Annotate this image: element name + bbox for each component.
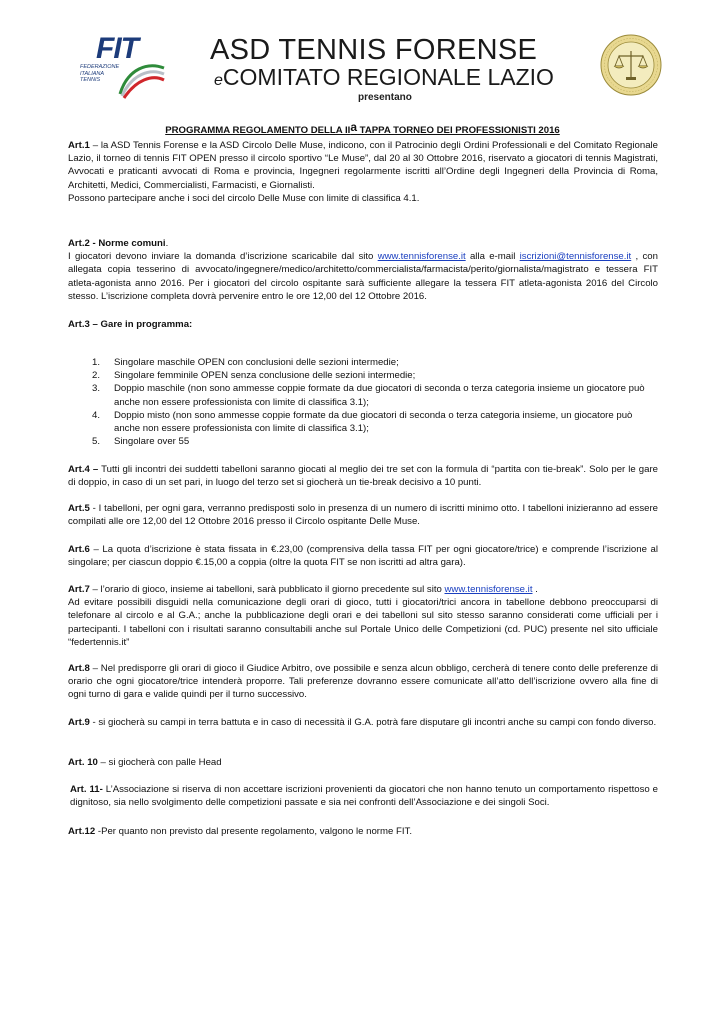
article-6 [68,543,658,569]
article-2 [68,237,658,303]
list-item-text: Doppio maschile (non sono ammesse coppie formate da due giocatori di seconda o terza categoria insieme un giocatore può anche non essere professionista con limite di classifica 3.1); [114,383,645,408]
article-9 [68,716,658,729]
art5-label: Art.5 [68,503,90,514]
article-7 [68,583,658,649]
art2-dot: . [165,238,169,249]
art6-text: – La quota d’iscrizione è stata fissata in €.23,00 (comprensiva della tassa FIT per ogni giocatore/trice) e comprende l’iscrizione al singolare; per ciascun doppio €.15,00 a coppia (oltre la quota FIT se non iscritti ad altra gara). [68,544,658,569]
list-item [92,356,656,369]
article-4 [68,463,658,489]
tennisforense-link[interactable]: www.tennisforense.it [377,251,466,263]
article-3 [68,318,658,331]
article-12 [68,825,658,838]
title-sup: a [350,120,358,134]
art6-label: Art.6 [68,544,90,555]
art2-text-a: I giocatori devono inviare la domanda d’iscrizione scaricabile dal sito [68,251,378,263]
title-after: TAPPA TORNEO DEI PROFESSIONISTI 2016 [357,125,560,136]
art4-label: Art.4 – [68,464,99,475]
list-item-number: 2. [92,370,101,382]
art2-text-b: alla e-mail [465,251,520,263]
header-subtitle-e: e [214,72,223,89]
article-8 [68,662,658,702]
article-1 [68,139,658,205]
iscrizioni-email-link[interactable]: iscrizioni@tennisforense.it [519,251,632,263]
document-title [0,120,725,136]
article-10 [68,756,658,769]
list-item-text: Doppio misto (non sono ammesse coppie formate da due giocatori di seconda o terza categoria insieme, un giocatore può anche non essere professionista con limite di classifica 3.1); [114,409,633,435]
fit-logo [78,30,170,100]
list-item [92,382,656,408]
list-item-number: 3. [92,383,101,395]
list-item-text: Singolare femminile OPEN senza conclusione delle sezioni intermedie; [114,370,416,382]
art4-text: Tutti gli incontri dei suddetti tabelloni saranno giocati al meglio dei tre set con la formula di “partita con tie-break”. Solo per le gare di doppio, in caso di un set pari, in luogo del terzo set si giocherà un tie-break decisivo a 10 punti. [68,464,659,489]
art1-label: Art.1 [68,140,90,151]
art7-text-b: . [532,584,538,595]
article-11 [70,783,658,809]
art7-text-a: – l’orario di gioco, insieme ai tabelloni, sarà pubblicato il giorno precedente sul sito [89,584,445,595]
art7-label: Art.7 [68,584,90,595]
article-5 [68,502,658,528]
art12-text: -Per quanto non previsto dal presente regolamento, valgono le norme FIT. [95,826,412,837]
art11-label: Art. 11- [70,784,103,795]
list-item [92,409,656,435]
art12-label: Art.12 [68,826,96,837]
art8-label: Art.8 [68,663,90,674]
header-presentano: presentano [358,92,412,103]
art1-text: – la ASD Tennis Forense e la ASD Circolo Delle Muse, indicono, con il Patrocinio degli Ordini Professionali e del Comitato Regionale Lazio, il torneo di tennis FIT OPEN presso il circolo sportivo “Le Muse”, dal 20 al 30 Ottobre 2016, riservato a giocatori di tennis Magistrati, Avvocati e praticanti avvocati di Roma e provincia, Ingegneri regolarmente iscritti all’Ordine degli Ingegneri della Provincia di Roma, Architetti, Medici, Commercialisti, Farmacisti, e Giornalisti. [68,140,658,191]
fit-swoosh-icon [114,58,168,100]
title-before: PROGRAMMA REGOLAMENTO DELLA II [165,125,351,136]
list-item [92,369,656,382]
art10-text: – si giocherà con palle Head [97,757,222,768]
header-title: ASD TENNIS FORENSE [210,34,538,66]
list-item-number: 5. [92,436,101,448]
list-item-number: 4. [92,409,101,421]
list-item-text: Singolare over 55 [114,436,190,448]
tennisforense-link-2[interactable]: www.tennisforense.it [444,584,533,595]
header-subtitle-text: COMITATO REGIONALE LAZIO [222,64,554,90]
list-item-text: Singolare maschile OPEN con conclusioni delle sezioni intermedie; [114,357,399,368]
header-subtitle [214,64,554,91]
art3-label: Art.3 – Gare in programma: [68,319,193,330]
list-item-number: 1. [92,357,101,368]
art11-text: L’Associazione si riserva di non accettare iscrizioni provenienti da giocatori che non hanno tenuto un comportamento rispettoso e dignitoso, sia nello svolgimento delle competizioni passate e sia nei confronti dell’Associazione e dei singoli Soci. [70,784,658,809]
art9-label: Art.9 [68,717,90,728]
art9-text: - si giocherà su campi in terra battuta e in caso di necessità il G.A. potrà fare disputare gli incontri anche su campi con fondo diverso. [89,717,657,728]
art2-text-c: , con allegata copia tesserino di avvocato/ingegnere/medico/architetto/commercialista/farmacista/perito/giornalista/magistrato e tessera FIT atleta-agonista anno 2016. Per i giocatori del circolo ospitante sarà sufficiente allegare la tessera FIT atleta-agonista 2016 del Circolo stesso. L’iscrizione completa dovrà pervenire entro le ore 12,00 del 12 Ottobre 2016. [68,251,658,302]
games-list [92,356,656,448]
art8-text: – Nel predisporre gli orari di gioco il Giudice Arbitro, ove possibile e senza alcun obbligo, cercherà di tenere conto delle preferenze di orario che ogni giocatore/trice intenderà proporre. Tali preferenze dovranno essere comunicate all’atto dell’iscrizione ovvero alla fine di ogni turno di gara e valide quindi per il turno successivo. [68,663,658,701]
list-item [92,435,656,448]
art1-text2: Possono partecipare anche i soci del circolo Delle Muse con limite di classifica 4.1. [68,192,420,204]
fit-logo-text: FIT [96,32,138,65]
association-seal-icon [600,34,662,96]
art5-text: - I tabelloni, per ogni gara, verranno predisposti solo in presenza di un numero di iscritti minimo otto. I tabelloni inizieranno ad essere compilati alle ore 12,00 del 12 Ottobre 2016 presso il Circolo ospitante Delle Muse. [68,503,658,528]
art10-label: Art. 10 [68,757,98,768]
fit-logo-subtitle: FEDERAZIONE ITALIANA TENNIS [80,64,120,83]
art2-label: Art.2 - Norme comuni [68,238,166,249]
art7-text2: Ad evitare possibili disguidi nella comunicazione degli orari di gioco, tutti i giocatori/trici ancora in tabellone debbono preoccuparsi di telefonare al circolo e al G.A.; anche la pubblicazione degli orari e dei tabelloni sul sito stesso saranno considerati come ufficiali per i partecipanti. I tabelloni con i risultati saranno consultabili anche sul Portale Unico delle Competizioni (cd. PUC) presente nel sito ufficiale “federtennis.it” [68,597,658,648]
